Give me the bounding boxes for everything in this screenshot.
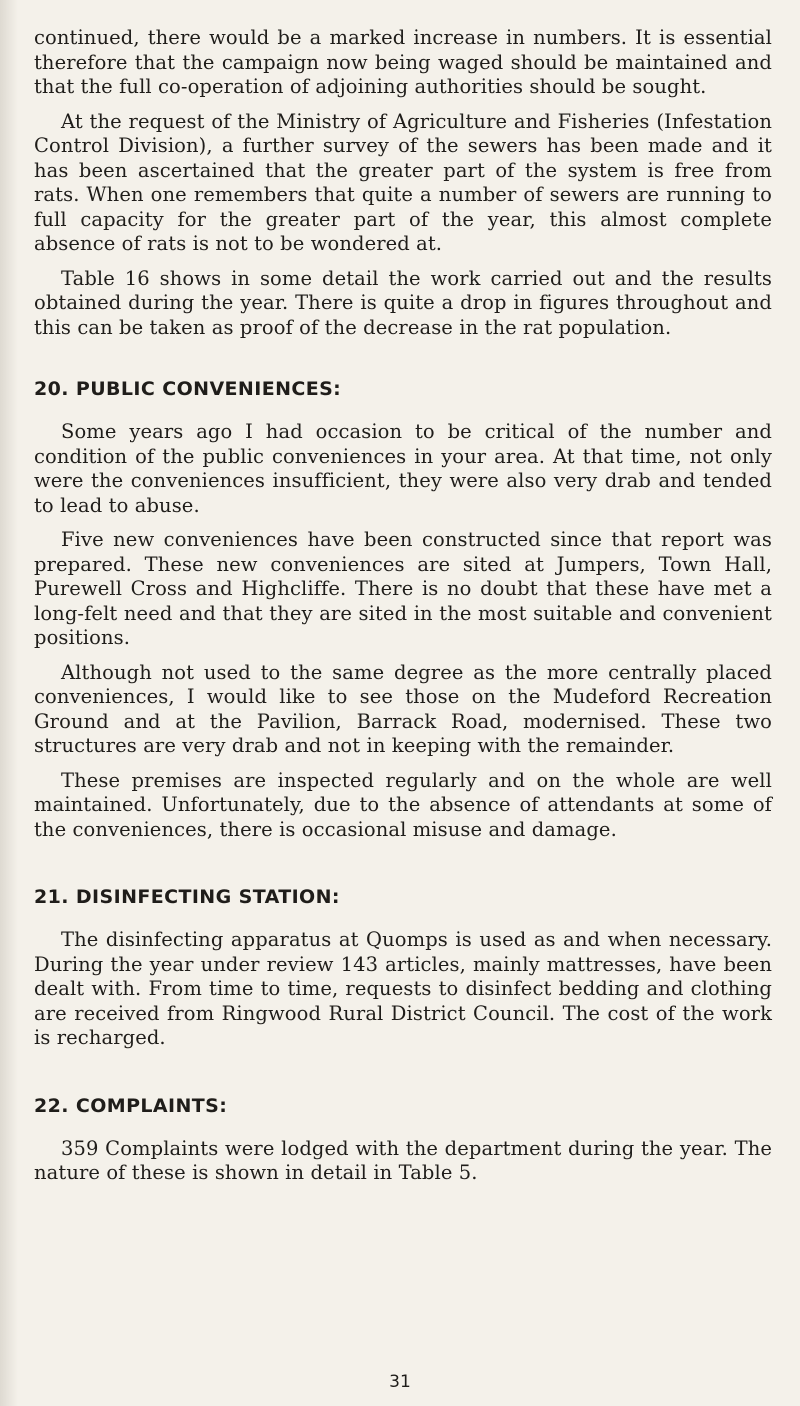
section-paragraph: Although not used to the same degree as the more centrally placed conveniences, I would like to see those on the Mudeford Recreation Ground and at the Pavilion, Barrack Road, modernised. These two structures are very drab and not in keeping with the remainder. bbox=[34, 660, 772, 757]
intro-paragraph-2: At the request of the Ministry of Agriculture and Fisheries (Infestation Control Division), a further survey of the sewers has been made and it has been ascertained that the greater part of the system is free from rats. When one remembers that quite a number of sewers are running to full capacity for the greater part of the year, this almost complete absence of rats is not to be wondered at. bbox=[34, 109, 772, 255]
section-paragraph: These premises are inspected regularly and on the whole are well maintained. Unfortunately, due to the absence of attendants at some of the conveniences, there is occasional misuse and damage. bbox=[34, 768, 772, 841]
section-complaints bbox=[34, 1093, 772, 1186]
section-paragraph: Some years ago I had occasion to be critical of the number and condition of the public conveniences in your area. At that time, not only were the conveniences insufficient, they were also very drab and tended to lead to abuse. bbox=[34, 420, 772, 517]
page-edge-shadow bbox=[0, 0, 18, 1406]
section-paragraph: Five new conveniences have been constructed since that report was prepared. These new conveniences are sited at Jumpers, Town Hall, Purewell Cross and Highcliffe. There is no doubt that these have met a long-felt need and that they are sited in the most suitable and convenient positions. bbox=[34, 528, 772, 649]
section-paragraph: The disinfecting apparatus at Quomps is used as and when necessary. During the year under review 143 articles, mainly mattresses, have been dealt with. From time to time, requests to disinfect bedding and clothing are received from Ringwood Rural District Council. The cost of the work is recharged. bbox=[34, 928, 772, 1049]
section-heading: 22. COMPLAINTS: bbox=[34, 1094, 228, 1117]
document-page bbox=[34, 26, 772, 1186]
section-disinfecting-station bbox=[34, 884, 772, 1051]
intro-paragraph-3: Table 16 shows in some detail the work carried out and the results obtained during the year. There is quite a drop in figures throughout and this can be taken as proof of the decrease in the rat population. bbox=[34, 266, 772, 339]
section-heading: 20. PUBLIC CONVENIENCES: bbox=[34, 378, 342, 400]
page-number: 31 bbox=[389, 1372, 411, 1392]
section-public-conveniences bbox=[34, 376, 772, 842]
intro-paragraph-1: continued, there would be a marked increase in numbers. It is essential therefore that the campaign now being waged should be maintained and that the full co-operation of adjoining authorities should be sought. bbox=[34, 26, 772, 98]
section-paragraph: 359 Complaints were lodged with the department during the year. The nature of these is shown in detail in Table 5. bbox=[34, 1136, 772, 1184]
section-heading: 21. DISINFECTING STATION: bbox=[34, 886, 340, 908]
